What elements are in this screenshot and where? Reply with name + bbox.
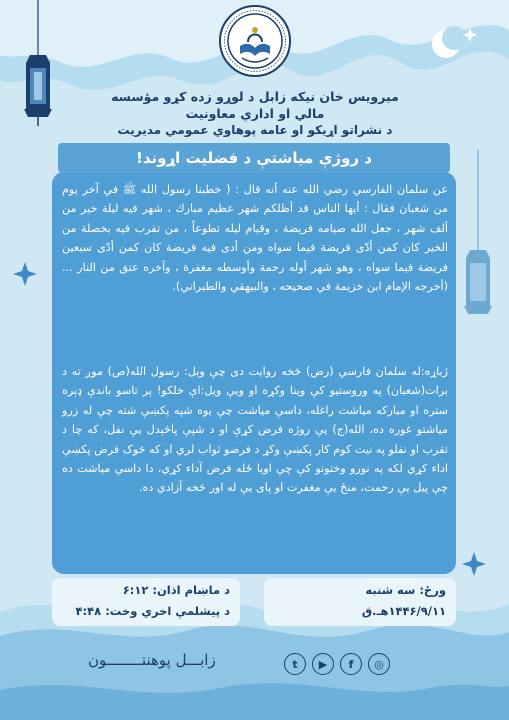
date-box	[264, 578, 456, 626]
prayer-times-box	[52, 578, 240, 626]
institution-header	[40, 88, 470, 139]
iftar-time: د ماښام اذان: ۶:۱۲	[122, 583, 230, 597]
four-point-star-icon-left	[13, 262, 37, 286]
arabic-hadith-text: عن سلمان الفارسي رضي الله عنه أنه قال : ( خطبنا رسول الله ﷺ في آخر يوم من شعبان فقال : أيها الناس قد أظلكم شهر عظيم مبارك ، شهر فيه ليلة خير من ألف شهر ، جعل الله صيامه فريضة ، وقيام ليله تطوعاً ، من تقرب فيه بخصلة من الخير كان كمن أدّى فريضة فيما سواه ومن أدى فيه فريضة كان كمن أدّى سبعين فريضة فيما سواه ، وهو شهر أوله رحمة وأوسطه مغفرة ، وآخره عتق من النار ... (أخرجه الإمام ابن خزيمة في صحيحه ، والبيهقي والطبراني).	[62, 183, 448, 294]
four-point-star-icon-right	[462, 552, 486, 576]
twitter-icon[interactable]: t	[284, 653, 306, 675]
zabul-administration-seal-icon	[218, 4, 292, 78]
title-bar	[58, 143, 450, 173]
hijri-date: ۱۴۴۶/۹/۱۱هـ.ق	[361, 604, 446, 618]
facebook-icon[interactable]: f	[340, 653, 362, 675]
weekday: ورځ: سه شنبه	[365, 583, 446, 597]
directorate-name: د نشراتو اړیکو او عامه پوهاوي عمومي مدیریت	[117, 123, 393, 137]
page-title: د روژې میاشتې د فضلیت اړوند!	[136, 149, 372, 167]
youtube-icon[interactable]: ▶	[312, 653, 334, 675]
department-name: مالي او اداري معاونیت	[185, 106, 325, 121]
instagram-icon[interactable]: ◎	[368, 653, 390, 675]
university-brand: زابـــل پوهنتــــــــون	[88, 651, 216, 669]
suhur-time: د پیشلمې اخري وخت: ۴:۴۸	[75, 604, 230, 618]
bottom-wave-front	[0, 683, 509, 720]
ramadan-lantern-icon-right	[464, 150, 492, 314]
pashto-translation-text: ژباړه:له سلمان فارسي (رض) څخه روایت دی چې وېل: رسول الله(ص) موږ ته د برات(شعبان) په وروستیو کې وینا وکړه او ویې ویل:اې خلکو! پر تاسو باندې ډېره ستره او مبارکه میاشت راغله، داسې میاشت چې یوه شپه پکښې شته چې له زرو میاشتو غوره ده، الله(ج) یې روژه فرض کړې او د شپې پاڅېدل یې نفل، که چا د تقرب او نفلو په نیت کوم کار پکښې وکړ د فرضو ثواب لري او که څوک فرض پکښې اداء کړي لکه په نورو وختونو کې چې اویا ځله فرض آداء کړي، دا داسې میاشت ده چې پیل یې رحمت، منځ یې مغفرت او پای یې له اور څخه آزادي ده.	[62, 365, 448, 495]
institution-name: میرویس خان نیکه زابل د لوړو زده کړو مؤسسه	[111, 89, 399, 104]
